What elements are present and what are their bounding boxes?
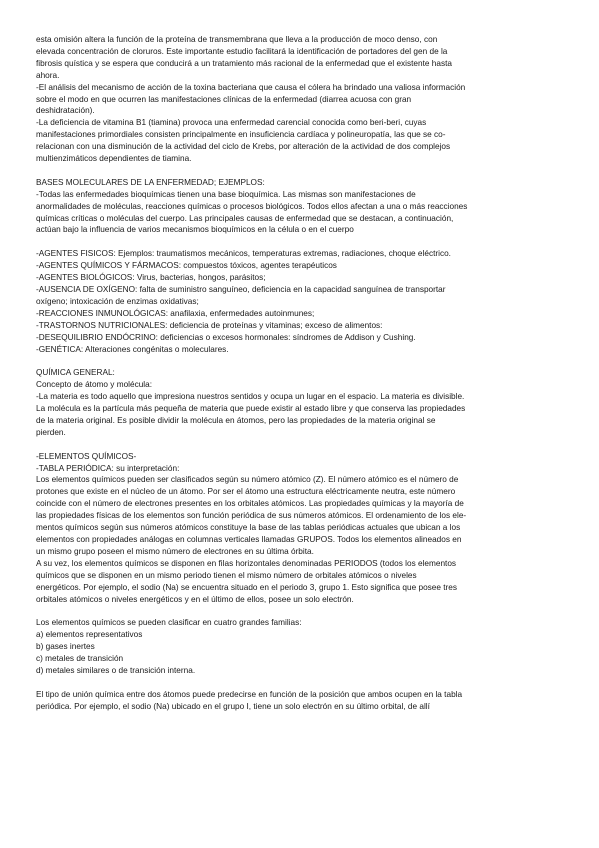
text-line: ahora. <box>36 70 60 80</box>
text-line: esta omisión altera la función de la proteína de transmembrana que lleva a la producción de moco denso, con <box>36 35 438 44</box>
paragraph-gap <box>36 677 559 689</box>
text-line: La molécula es la partícula más pequeña de materia que puede existir al estado libre y que conserva las propiedades <box>36 404 466 414</box>
text-line: anormalidades de moléculas, reacciones químicas o procesos biológicos. Todos ellos afectan a una o más reacciones <box>36 201 468 211</box>
text-line: -AGENTES BIOLÓGICOS: Virus, bacterias, hongos, parásitos; <box>36 273 266 283</box>
paragraph-gap <box>36 355 559 367</box>
text-line: de la materia original. Es posible dividir la molécula en átomos, pero las propiedades de la materia original se <box>36 415 436 425</box>
text-line: elementos con propiedades análogas en columnas verticales llamadas GRUPOS. Todos los elementos alineados en <box>36 535 462 544</box>
text-line: A su vez, los elementos químicos se disponen en filas horizontales denominadas PERIODOS (todos los elementos <box>36 558 457 568</box>
text-line: relacionan con una disminución de la actividad del ciclo de Krebs, por alteración de la actividad de dos complejos <box>36 142 451 152</box>
text-line: QUÍMICA GENERAL: <box>36 368 115 378</box>
text-line: mentos químicos según sus números atómicos constituye la base de las tablas periódicas actuales que ubican a los <box>36 523 461 533</box>
paragraph <box>36 367 559 438</box>
text-line: -ELEMENTOS QUÍMICOS- <box>36 451 137 461</box>
text-line: BASES MOLECULARES DE LA ENFERMEDAD; EJEMPLOS: <box>36 177 265 187</box>
text-line: -Todas las enfermedades bioquímicas tienen una base bioquímica. Las mismas son manifestaciones de <box>36 189 416 199</box>
text-line: b) gases inertes <box>36 642 95 652</box>
text-line: periódica. Por ejemplo, el sodio (Na) ubicado en el grupo I, tiene un solo electrón en su último orbital, de allí <box>36 701 430 711</box>
text-line: deshidratación). <box>36 106 95 116</box>
text-line: fibrosis quística y se espera que conducirá a un tratamiento más racional de la enfermedad que el existente hasta <box>36 58 452 68</box>
text-line: energéticos. Por ejemplo, el sodio (Na) se encuentra situado en el periodo 3, grupo 1. Esto significa que posee tres <box>36 582 457 592</box>
paragraph-gap <box>36 236 559 248</box>
text-line: químicos que se disponen en un mismo periodo tienen el mismo número de orbitales atómicos o niveles <box>36 570 417 580</box>
text-line: Los elementos químicos se pueden clasificar en cuatro grandes familias: <box>36 618 302 628</box>
text-line: las propiedades físicas de los elementos son función periódica de sus números atómicos. El ordenamiento de los ele- <box>36 511 467 521</box>
paragraph-gap <box>36 439 559 451</box>
text-line: d) metales similares o de transición interna. <box>36 665 196 675</box>
text-line: manifestaciones primordiales consisten principalmente en insuficiencia cardíaca y polineuropatía, las que se co- <box>36 130 446 140</box>
paragraph <box>36 177 559 237</box>
text-line: Concepto de átomo y molécula: <box>36 380 153 390</box>
paragraph <box>36 34 559 165</box>
text-line: protones que existe en el núcleo de un átomo. Por ser el átomo una estructura eléctricamente neutra, este número <box>36 487 456 497</box>
text-line: -TABLA PERIÓDICA: su interpretación: <box>36 463 180 473</box>
text-line: orbitales atómicos o niveles energéticos y en el último de ellos, posee un solo electrón. <box>36 594 354 604</box>
paragraph-gap <box>36 605 559 617</box>
text-line: c) metales de transición <box>36 654 124 664</box>
text-line: Los elementos químicos pueden ser clasificados según su número atómico (Z). El número atómico es el número de <box>36 475 459 485</box>
paragraph <box>36 248 559 355</box>
text-line: -GENÉTICA: Alteraciones congénitas o moleculares. <box>36 344 229 354</box>
text-line: sobre el modo en que ocurren las manifestaciones clínicas de la enfermedad (diarrea acuosa con gran <box>36 94 412 104</box>
text-line: pierden. <box>36 427 66 437</box>
text-line: -El análisis del mecanismo de acción de la toxina bacteriana que causa el cólera ha brindado una valiosa información <box>36 82 466 92</box>
text-line: elevada concentración de cloruros. Este importante estudio facilitará la identificación de portadores del gen de la <box>36 46 448 56</box>
text-line: -La materia es todo aquello que impresiona nuestros sentidos y ocupa un lugar en el espacio. La materia es divisible. <box>36 392 465 402</box>
paragraph <box>36 617 559 677</box>
text-line: químicas críticas o moléculas del cuerpo. Las principales causas de enfermedad que se destacan, a continuación, <box>36 213 454 223</box>
text-line: -AGENTES FISICOS: Ejemplos: traumatismos mecánicos, temperaturas extremas, radiaciones, choque eléctrico. <box>36 249 451 259</box>
text-line: -AUSENCIA DE OXÍGENO: falta de suministro sanguíneo, deficiencia en la capacidad sanguínea de transportar <box>36 285 446 294</box>
text-line: -La deficiencia de vitamina B1 (tiamina) provoca una enfermedad carencial conocida como beri-beri, cuyas <box>36 118 427 128</box>
text-line: un mismo grupo poseen el mismo número de electrones en su última órbita. <box>36 546 314 556</box>
text-line: actúan bajo la influencia de varios mecanismos bioquímicos en la célula o en el cuerpo <box>36 225 354 235</box>
text-line: -AGENTES QUÍMICOS Y FÁRMACOS: compuestos tóxicos, agentes terapéuticos <box>36 261 337 271</box>
text-line: -REACCIONES INMUNOLÓGICAS: anafilaxia, enfermedades autoinmunes; <box>36 308 315 318</box>
text-line: multienzimáticos dependientes de tiamina. <box>36 154 192 164</box>
text-line: a) elementos representativos <box>36 630 143 640</box>
paragraph <box>36 689 559 713</box>
paragraph-gap <box>36 165 559 177</box>
text-line: oxígeno; intoxicación de enzimas oxidativas; <box>36 296 199 306</box>
paragraph <box>36 451 559 606</box>
text-line: -DESEQUILIBRIO ENDÓCRINO: deficiencias o excesos hormonales: síndromes de Addison y Cushing. <box>36 332 416 342</box>
text-line: El tipo de unión química entre dos átomos puede predecirse en función de la posición que ambos ocupen en la tabla <box>36 689 463 699</box>
text-line: -TRASTORNOS NUTRICIONALES: deficiencia de proteínas y vitaminas; exceso de alimentos: <box>36 320 383 330</box>
text-line: coincide con el número de electrones presentes en los orbitales atómicos. Las propiedades químicas y la mayoría de <box>36 499 464 509</box>
